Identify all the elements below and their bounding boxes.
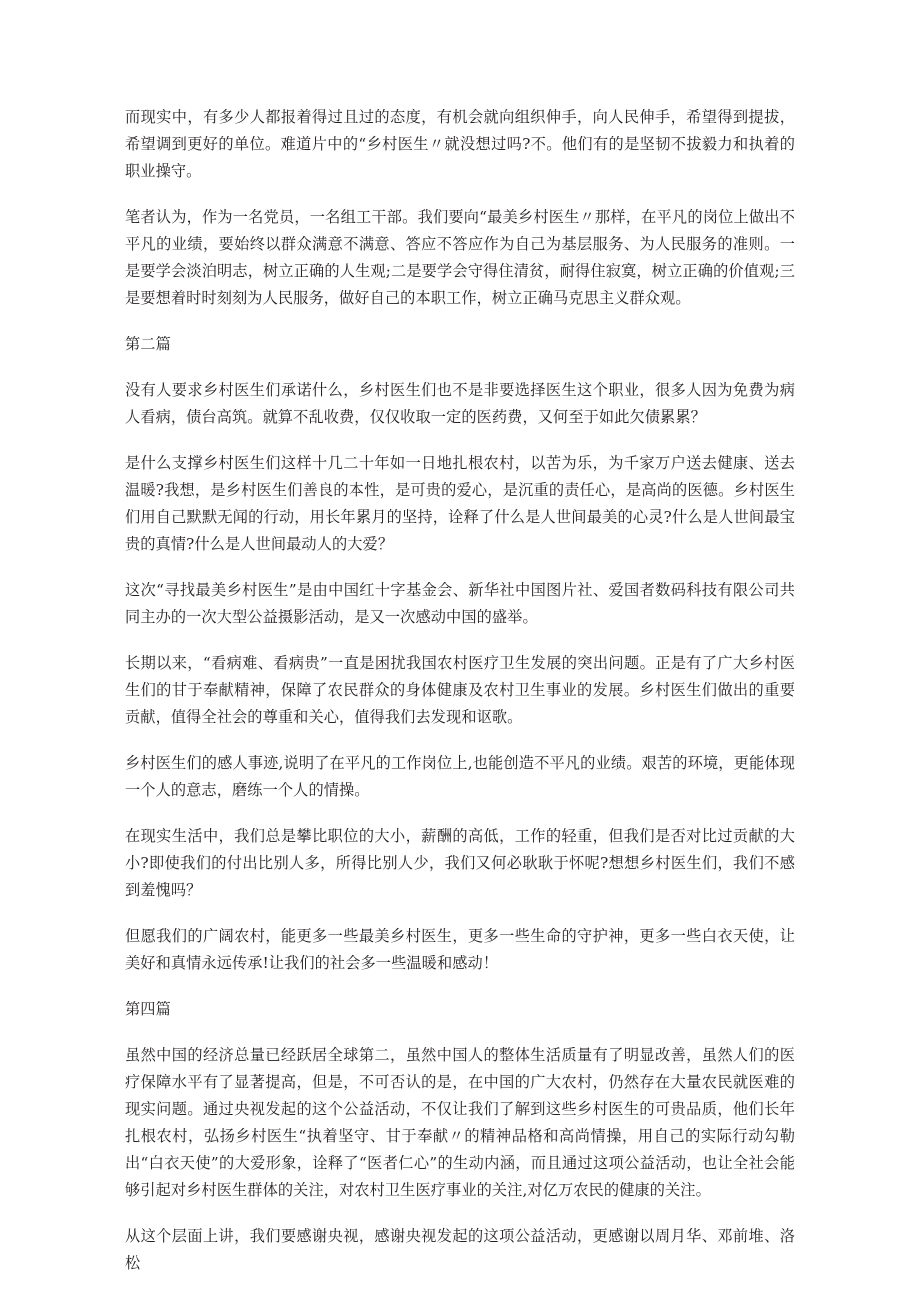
paragraph-2: 笔者认为，作为一名党员，一名组工干部。我们要向“最美乡村医生〃那样，在平凡的岗位上做出不平凡的业绩，要始终以群众满意不满意、答应不答应作为自己为基层服务、为人民服务的准则。一是要学会淡泊明志，树立正确的人生观;二是要学会守得住清贫，耐得住寂寞，树立正确的价值观;三是要想着时时刻刻为人民服务，做好自己的本职工作，树立正确马克思主义群众观。	[125, 208, 795, 307]
document-body	[125, 104, 795, 1277]
paragraph-1: 而现实中，有多少人都报着得过且过的态度，有机会就向组织伸手，向人民伸手，希望得到提拔，希望调到更好的单位。难道片中的“乡村医生〃就没想过吗?不。他们有的是坚韧不拔毅力和执着的职业操守。	[125, 108, 795, 180]
section-heading-2: 第二篇	[125, 335, 171, 353]
paragraph-6: 长期以来，“看病难、看病贵”一直是困扰我国农村医疗卫生发展的突出问题。正是有了广大乡村医生们的甘于奉献精神，保障了农民群众的身体健康及农村卫生事业的发展。乡村医生们做出的重要贡献，值得全社会的尊重和关心，值得我们去发现和讴歌。	[125, 654, 795, 726]
paragraph-4: 是什么支撑乡村医生们这样十几二十年如一日地扎根农村，以苦为乐，为千家万户送去健康、送去温暖?我想，是乡村医生们善良的本性，是可贵的爱心，是沉重的责任心，是高尚的医德。乡村医生们用自己默默无闻的行动，用长年累月的坚持，诠释了什么是人世间最美的心灵?什么是人世间最宝贵的真情?什么是人世间最动人的大爱？	[125, 454, 795, 553]
paragraph-10: 虽然中国的经济总量已经跃居全球第二，虽然中国人的整体生活质量有了明显改善，虽然人们的医疗保障水平有了显著提高，但是，不可否认的是，在中国的广大农村，仍然存在大量农民就医难的现实问题。通过央视发起的这个公益活动，不仅让我们了解到这些乡村医生的可贵品质，他们长年扎根农村，弘扬乡村医生“执着坚守、甘于奉献〃的精神品格和高尚情操，用自己的实际行动勾勒出“白衣天使”的大爱形象，诠释了“医者仁心”的生动内涵，而且通过这项公益活动，也让全社会能够引起对乡村医生群体的关注，对农村卫生医疗事业的关注,对亿万农民的健康的关注。	[125, 1046, 795, 1199]
paragraph-5: 这次“寻找最美乡村医生”是由中国红十字基金会、新华社中国图片社、爱国者数码科技有限公司共同主办的一次大型公益摄影活动，是又一次感动中国的盛举。	[125, 581, 795, 626]
section-heading-4: 第四篇	[125, 1000, 171, 1018]
paragraph-3: 没有人要求乡村医生们承诺什么，乡村医生们也不是非要选择医生这个职业，很多人因为免费为病人看病，债台高筑。就算不乱收费，仅仅收取一定的医药费，又何至于如此欠债累累？	[125, 381, 795, 426]
paragraph-8: 在现实生活中，我们总是攀比职位的大小，薪酬的高低，工作的轻重，但我们是否对比过贡献的大小?即使我们的付出比别人多，所得比别人少，我们又何必耿耿于怀呢?想想乡村医生们，我们不感到羞愧吗？	[125, 827, 795, 899]
paragraph-7: 乡村医生们的感人事迹,说明了在平凡的工作岗位上,也能创造不平凡的业绩。艰苦的环境，更能体现一个人的意志，磨练一个人的情操。	[125, 754, 795, 799]
paragraph-11: 从这个层面上讲，我们要感谢央视，感谢央视发起的这项公益活动，更感谢以周月华、邓前堆、洛松	[125, 1227, 795, 1272]
paragraph-9: 但愿我们的广阔农村，能更多一些最美乡村医生，更多一些生命的守护神，更多一些白衣天使，让美好和真情永远传承!让我们的社会多一些温暖和感动！	[125, 927, 795, 972]
